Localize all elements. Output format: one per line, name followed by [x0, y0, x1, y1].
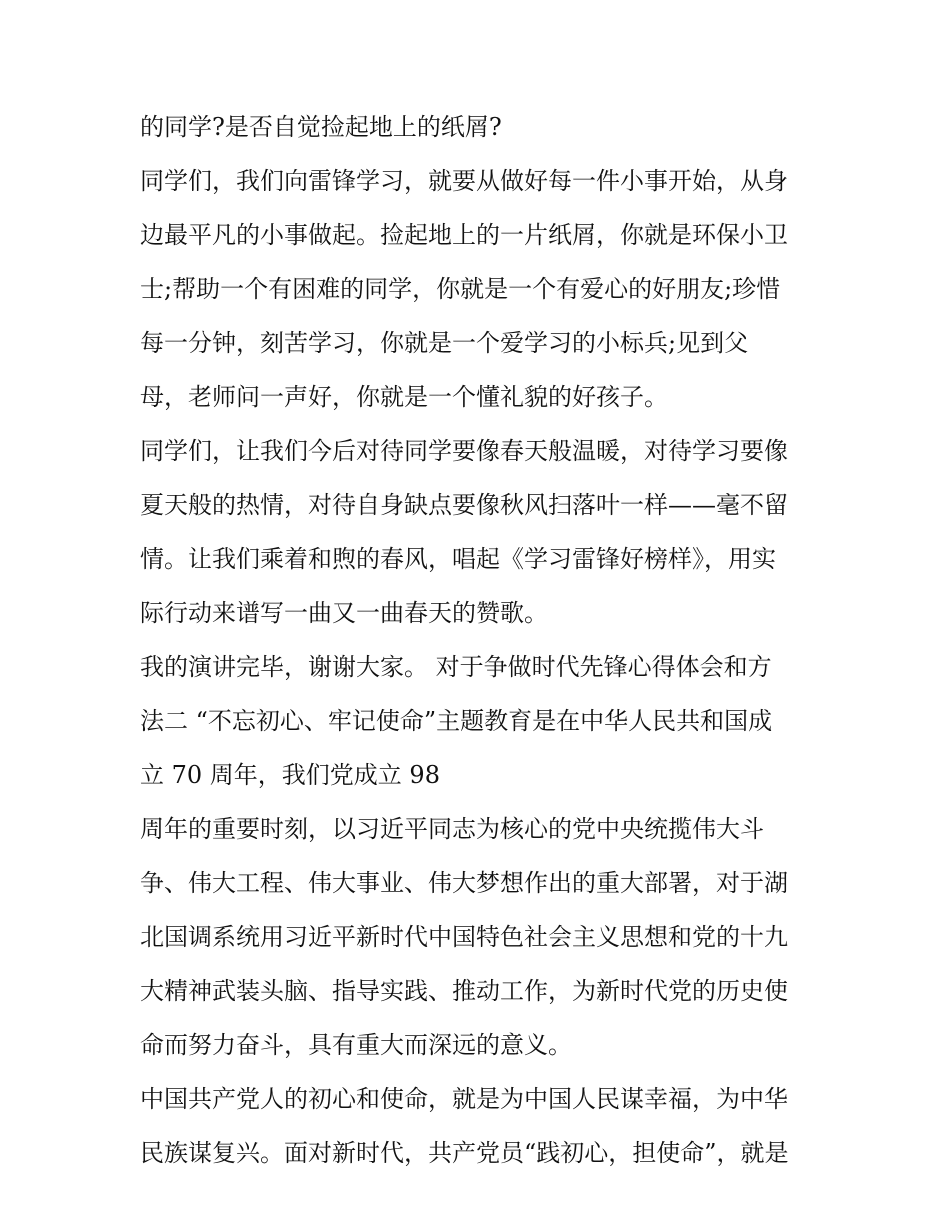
- text-line: 母，老师问一声好，你就是一个懂礼貌的好孩子。: [140, 383, 668, 411]
- text-line: 法二 “不忘初心、牢记使命”主题教育是在中华人民共和国成: [140, 707, 773, 735]
- text-line: 北国调系统用习近平新时代中国特色社会主义思想和党的十九: [140, 923, 788, 951]
- text-line: 每一分钟，刻苦学习，你就是一个爱学习的小标兵;见到父: [140, 329, 749, 357]
- text-line: 同学们，让我们今后对待同学要像春天般温暖，对待学习要像: [140, 437, 788, 465]
- text-line: 际行动来谱写一曲又一曲春天的赞歌。: [140, 599, 548, 627]
- text-line: 同学们，我们向雷锋学习，就要从做好每一件小事开始，从身: [140, 167, 788, 195]
- text-line: 争、伟大工程、伟大事业、伟大梦想作出的重大部署，对于湖: [140, 869, 788, 897]
- text-line: 情。让我们乘着和煦的春风，唱起《学习雷锋好榜样》，用实: [140, 545, 776, 573]
- text-line: 的同学?是否自觉捡起地上的纸屑?: [140, 113, 502, 141]
- text-line: 边最平凡的小事做起。捡起地上的一片纸屑，你就是环保小卫: [140, 221, 788, 249]
- text-line: 周年的重要时刻，以习近平同志为核心的党中央统揽伟大斗: [140, 815, 764, 843]
- text-line: 立 70 周年，我们党成立 98: [140, 761, 440, 789]
- text-line: 大精神武装头脑、指导实践、推动工作，为新时代党的历史使: [140, 977, 788, 1005]
- text-line: 士;帮助一个有困难的同学，你就是一个有爱心的好朋友;珍惜: [140, 275, 781, 303]
- text-line: 我的演讲完毕，谢谢大家。 对于争做时代先锋心得体会和方: [140, 653, 772, 681]
- text-line: 民族谋复兴。面对新时代，共产党员“践初心，担使命”，就是: [140, 1139, 789, 1167]
- text-line: 命而努力奋斗，具有重大而深远的意义。: [140, 1031, 572, 1059]
- text-line: 中国共产党人的初心和使命，就是为中国人民谋幸福，为中华: [140, 1085, 788, 1113]
- text-line: 夏天般的热情，对待自身缺点要像秋风扫落叶一样——毫不留: [140, 491, 788, 519]
